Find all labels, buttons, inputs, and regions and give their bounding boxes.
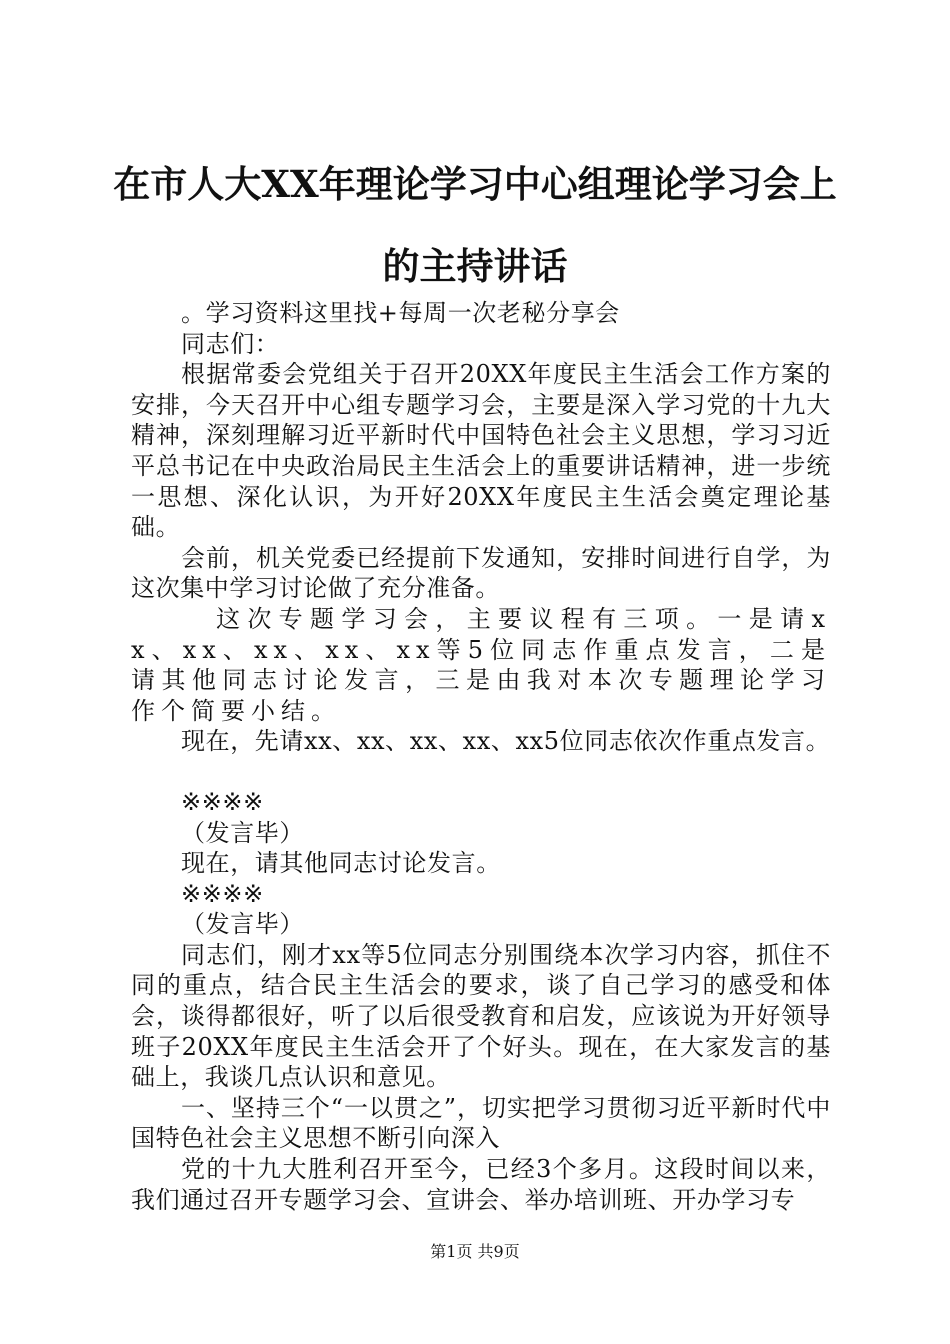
- paragraph-promo: 。学习资料这里找+每周一次老秘分享会: [181, 299, 620, 327]
- document-title-line-1: 在市人大XX年理论学习中心组理论学习会上: [113, 162, 837, 206]
- paragraph-preparation: 会前，机关党委已经提前下发通知，安排时间进行自学，为这次集中学习讨论做了充分准备。: [131, 543, 831, 603]
- page-footer: 第1页 共9页: [430, 1242, 520, 1261]
- paragraph-invite-speakers: 现在，先请xx、xx、xx、xx、xx5位同志依次作重点发言。: [181, 727, 831, 756]
- paragraph-invite-discussion: 现在，请其他同志讨论发言。: [181, 849, 501, 878]
- document-title-line-2: 的主持讲话: [382, 244, 568, 288]
- document-body: [131, 298, 831, 1215]
- paragraph-speech-end: （发言毕）: [181, 910, 304, 939]
- paragraph-separator: ※※※※: [181, 879, 264, 908]
- paragraph-section-heading-1: 一、坚持三个“一以贯之”，切实把学习贯彻习近平新时代中国特色社会主义思想不断引向深入: [131, 1093, 831, 1153]
- blank-line: [131, 757, 831, 787]
- paragraph-separator: ※※※※: [181, 787, 264, 816]
- paragraph-speech-end: （发言毕）: [181, 818, 304, 847]
- paragraph-agenda: 这次专题学习会，主要议程有三项。一是请xx、xx、xx、xx、xx等5位同志作重点发言，二是请其他同志讨论发言，三是由我对本次专题理论学习作个简要小结。: [131, 604, 831, 725]
- paragraph-intro: 根据常委会党组关于召开20XX年度民主生活会工作方案的安排，今天召开中心组专题学习会，主要是深入学习党的十九大精神，深刻理解习近平新时代中国特色社会主义思想，学习习近平总书记在中央政治局民主生活会上的重要讲话精神，进一步统一思想、深化认识，为开好20XX年度民主生活会奠定理论基础。: [131, 360, 831, 542]
- paragraph-section-body: 党的十九大胜利召开至今，已经3个多月。这段时间以来，我们通过召开专题学习会、宣讲会、举办培训班、开办学习专: [131, 1155, 831, 1214]
- paragraph-summary: 同志们，刚才xx等5位同志分别围绕本次学习内容，抓住不同的重点，结合民主生活会的要求，谈了自己学习的感受和体会，谈得都很好，听了以后很受教育和启发，应该说为开好领导班子20XX年度民主生活会开了个好头。现在，在大家发言的基础上，我谈几点认识和意见。: [131, 940, 831, 1092]
- paragraph-salutation: 同志们：: [181, 329, 280, 358]
